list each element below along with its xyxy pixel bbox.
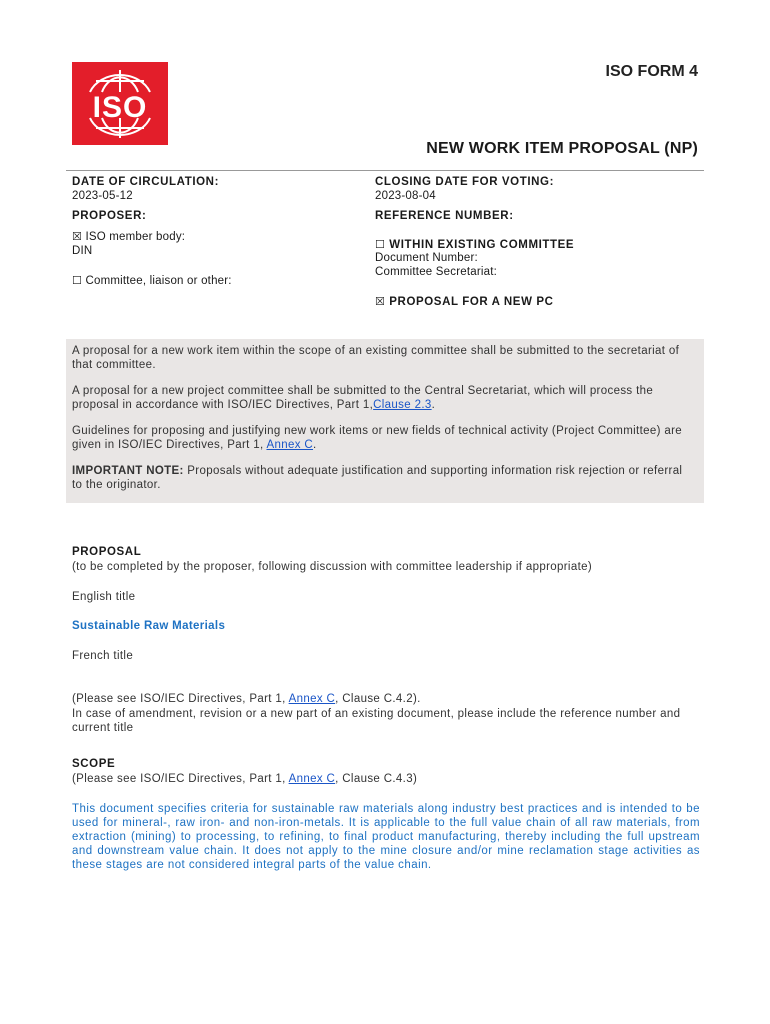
form-label: ISO FORM 4 <box>605 63 698 80</box>
checked-checkbox-icon[interactable]: ☒ <box>72 230 83 243</box>
annex-link[interactable]: Annex C <box>288 693 336 705</box>
proposer-label: PROPOSER: <box>72 210 147 222</box>
important-note-text: Proposals without adequate justification and supporting information risk rejection or referral to the originator. <box>72 465 683 491</box>
iso-logo <box>72 62 168 145</box>
info-p2-end: . <box>431 399 436 411</box>
info-p2-text: A proposal for a new project committee shall be submitted to the Central Secretariat, which will process the proposal in accordance with ISO/IEC Directives, Part 1, <box>72 385 654 411</box>
clause-link[interactable]: Clause 2.3 <box>373 399 432 411</box>
english-title-label: English title <box>72 591 136 603</box>
iso-member-value: DIN <box>72 245 93 257</box>
document-number-label: Document Number: <box>375 252 478 264</box>
french-title-label: French title <box>72 650 134 662</box>
closing-date-value: 2023-08-04 <box>375 190 436 202</box>
important-note <box>72 464 692 492</box>
committee-secretariat-label: Committee Secretariat: <box>375 266 497 278</box>
within-committee-label: WITHIN EXISTING COMMITTEE <box>389 239 575 251</box>
info-p3-end: . <box>313 439 317 451</box>
info-paragraph-3 <box>72 424 692 452</box>
new-pc-option[interactable] <box>375 295 554 308</box>
checked-checkbox-icon[interactable]: ☒ <box>375 295 386 308</box>
proposal-subheading: (to be completed by the proposer, following discussion with committee leadership if appropriate) <box>72 561 593 573</box>
committee-label: Committee, liaison or other: <box>85 275 232 287</box>
scope-text: This document specifies criteria for sustainable raw materials along industry best practices and is intended to be used for mineral-, raw iron- and non-iron-metals. It is applicable to the full value chain of all raw materials, from extraction (mining) to processing, to refining, to final product manufacturing, thereby including the full upstream and downstream value chain. It does not apply to the mine closure and/or mine reclamation stage activities as these stages are not considered integral parts of the value chain. <box>72 803 700 871</box>
reference-number-label: REFERENCE NUMBER: <box>375 210 514 222</box>
iso-member-option[interactable] <box>72 230 185 243</box>
info-paragraph-2 <box>72 384 692 412</box>
unchecked-checkbox-icon[interactable]: ☐ <box>72 274 83 287</box>
date-circulation-label: DATE OF CIRCULATION: <box>72 176 220 188</box>
page-title: NEW WORK ITEM PROPOSAL (NP) <box>426 140 698 157</box>
date-circulation-value: 2023-05-12 <box>72 190 133 202</box>
title-guidance-end: , Clause C.4.2). <box>335 693 421 705</box>
annex-link[interactable]: Annex C <box>266 439 314 451</box>
scope-guidance <box>72 772 417 786</box>
annex-link[interactable]: Annex C <box>288 773 336 785</box>
logo-text: ISO <box>92 91 148 124</box>
info-box <box>66 339 704 503</box>
closing-date-label: CLOSING DATE FOR VOTING: <box>375 176 555 188</box>
unchecked-checkbox-icon[interactable]: ☐ <box>375 238 386 251</box>
proposal-heading: PROPOSAL <box>72 546 142 558</box>
new-pc-label: PROPOSAL FOR A NEW PC <box>389 296 554 308</box>
info-p3-text: Guidelines for proposing and justifying new work items or new fields of technical activity (Project Committee) are given in ISO/IEC Directives, Part 1, <box>72 425 683 451</box>
header-divider <box>66 170 704 171</box>
scope-heading: SCOPE <box>72 758 116 770</box>
english-title-value: Sustainable Raw Materials <box>72 620 226 632</box>
amendment-note: In case of amendment, revision or a new part of an existing document, please include the reference number and current title <box>72 708 681 734</box>
title-guidance-text: (Please see ISO/IEC Directives, Part 1, <box>72 693 289 705</box>
within-committee-option[interactable] <box>375 238 574 251</box>
info-paragraph-1: A proposal for a new work item within the scope of an existing committee shall be submitted to the secretariat of that committee. <box>72 345 680 371</box>
committee-option[interactable] <box>72 274 232 287</box>
scope-guidance-text: (Please see ISO/IEC Directives, Part 1, <box>72 773 289 785</box>
globe-icon <box>72 62 168 145</box>
important-note-label: IMPORTANT NOTE: <box>72 465 184 477</box>
scope-guidance-end: , Clause C.4.3) <box>335 773 418 785</box>
title-guidance <box>72 692 421 706</box>
iso-member-label: ISO member body: <box>85 231 186 243</box>
